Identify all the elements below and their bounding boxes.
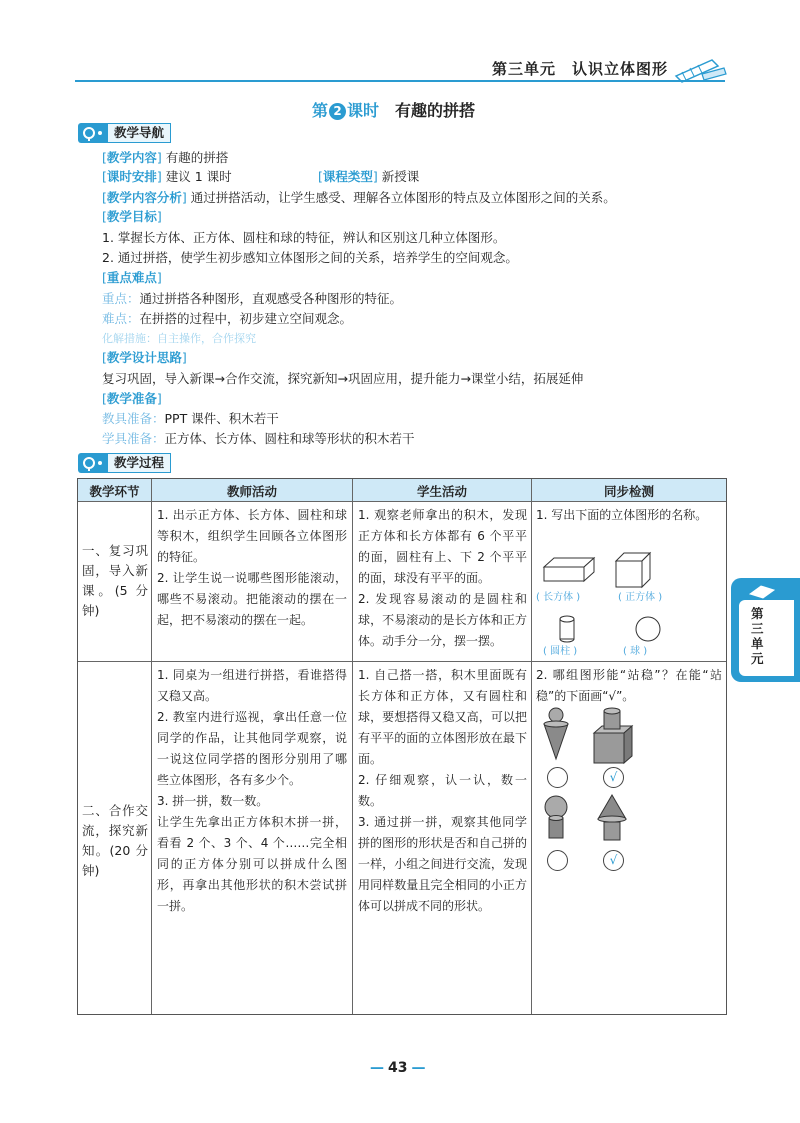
design-heading: [教学设计思路] xyxy=(102,350,187,365)
header-stage: 教学环节 xyxy=(89,484,140,499)
cylinder-icon xyxy=(560,616,574,642)
answer-blank[interactable]: ( 正方体 ) xyxy=(618,592,663,603)
cuboid-icon xyxy=(544,558,594,581)
answer-circle[interactable] xyxy=(547,850,568,871)
goals-heading: [教学目标] xyxy=(102,209,162,224)
goal-item: 2. 通过拼搭，使学生初步感知立体图形之间的关系，培养学生的空间观念。 xyxy=(102,250,518,265)
process-table xyxy=(77,478,727,1015)
section-label: 教学导航 xyxy=(108,123,171,143)
header-divider xyxy=(75,80,725,82)
cone-cube-icon xyxy=(598,795,626,840)
table-row-stage: 二、合作交流，探究新知。(20 分钟) xyxy=(82,803,148,878)
answer-blank[interactable]: ( 长方体 ) xyxy=(536,592,581,603)
section-icon xyxy=(78,123,108,143)
book-icon xyxy=(747,582,777,600)
lesson-title xyxy=(312,98,475,121)
design-text: 复习巩固，导入新课→合作交流，探究新知→巩固应用，提升能力→课堂小结，拓展延伸 xyxy=(102,371,584,386)
lesson-prefix: 第 xyxy=(312,101,329,120)
prep-heading: [教学准备] xyxy=(102,391,162,406)
table-row-student: 1. 观察老师拿出的积木，发现正方体和长方体都有 6 个平平的面，圆柱有上、下 2 个平平的面，球没有平平的面。 2. 发现容易滚动的是圆柱和球，不易滚动的是长方体和正方体。动手分一分，摆一摆。 xyxy=(358,508,527,648)
content-line: [教学内容] 有趣的拼搭 xyxy=(102,150,229,165)
answer-circle[interactable] xyxy=(547,767,568,788)
key-point-line: 重点：通过拼搭各种图形，直观感受各种图形的特征。 xyxy=(102,291,403,306)
header-teacher: 教师活动 xyxy=(226,484,277,499)
answer-circle[interactable]: √ xyxy=(603,767,624,788)
student-tools-line: 学具准备：正方体、长方体、圆柱和球等形状的积木若干 xyxy=(102,431,415,446)
table-row-check: 2. 哪组图形能“站稳”？在能“站稳”的下面画“√”。 xyxy=(536,668,722,703)
lesson-suffix: 课时 xyxy=(347,101,380,120)
cylinder-cube-icon xyxy=(594,708,632,763)
type-line: [课程类型] 新授课 xyxy=(318,169,420,184)
header-student: 学生活动 xyxy=(416,484,467,499)
table-row-student: 1. 自己搭一搭，积木里面既有长方体和正方体，又有圆柱和球，要想搭得又稳又高，可以把有平平的面的立体图形放在最下面。 2. 仔细观察，认一认，数一数。 3. 通过拼一拼，观察其他同学拼的图形的形状是否和自己拼的一样，小组之间进行交流，发现用同样数量且完全相同的小正方体可以拼成不同的形状。 xyxy=(358,668,527,913)
section-badge-process xyxy=(78,453,171,473)
lesson-name: 有趣的拼搭 xyxy=(395,101,476,120)
cone-sphere-icon xyxy=(544,708,568,759)
section-label: 教学过程 xyxy=(108,453,171,473)
cube-icon xyxy=(616,553,650,587)
table-row-teacher: 1. 出示正方体、长方体、圆柱和球等积木，组织学生回顾各立体图形的特征。 2. 让学生说一说哪些图形能滚动，哪些不易滚动。把能滚动的摆在一起，把不易滚动的摆在一起。 xyxy=(157,508,347,627)
resolve-line: 化解措施：自主操作，合作探究 xyxy=(102,332,256,345)
side-tab-label: 第三单元 xyxy=(751,606,764,666)
section-icon xyxy=(78,453,108,473)
answer-circle[interactable]: √ xyxy=(603,850,624,871)
section-badge-guide xyxy=(78,123,171,143)
teacher-tools-line: 教具准备：PPT 课件、积木若干 xyxy=(102,411,279,426)
analysis-line: [教学内容分析] 通过拼搭活动，让学生感受、理解各立体图形的特点及立体图形之间的关系。 xyxy=(102,190,616,205)
difficulty-line: 难点：在拼搭的过程中，初步建立空间观念。 xyxy=(102,311,353,326)
keypoints-heading: [重点难点] xyxy=(102,270,162,285)
unit-title: 第三单元 认识立体图形 xyxy=(492,60,669,78)
table-row-teacher: 1. 同桌为一组进行拼搭，看谁搭得又稳又高。 2. 教室内进行巡视，拿出任意一位同学的作品，让其他同学观察，说一说这位同学搭的图形分别用了哪些立体图形，各有多少个。 3. 拼一拼，数一数。 让学生先拿出正方体积木拼一拼，看看 2 个、3 个、4 个……完全相同的正方体分别可以拼成什么图形，再拿出其他形状的积木尝试拼一拼。 xyxy=(157,668,347,913)
lesson-number-badge: 2 xyxy=(329,103,346,120)
schedule-line: [课时安排] 建议 1 课时 xyxy=(102,169,232,184)
goal-item: 1. 掌握长方体、正方体、圆柱和球的特征，辨认和区别这几种立体图形。 xyxy=(102,230,506,245)
sphere-icon xyxy=(636,617,660,641)
header-check: 同步检测 xyxy=(603,484,654,499)
answer-blank[interactable]: ( 圆柱 ) xyxy=(543,646,578,657)
unit-side-tab xyxy=(731,578,800,682)
page-number: — 43 — xyxy=(370,1060,426,1076)
table-row-check: 1. 写出下面的立体图形的名称。 xyxy=(536,508,708,522)
answer-blank[interactable]: ( 球 ) xyxy=(623,646,648,657)
sphere-cylinder-icon xyxy=(545,796,567,838)
table-row-stage: 一、复习巩固，导入新课。(5 分钟) xyxy=(82,543,148,618)
